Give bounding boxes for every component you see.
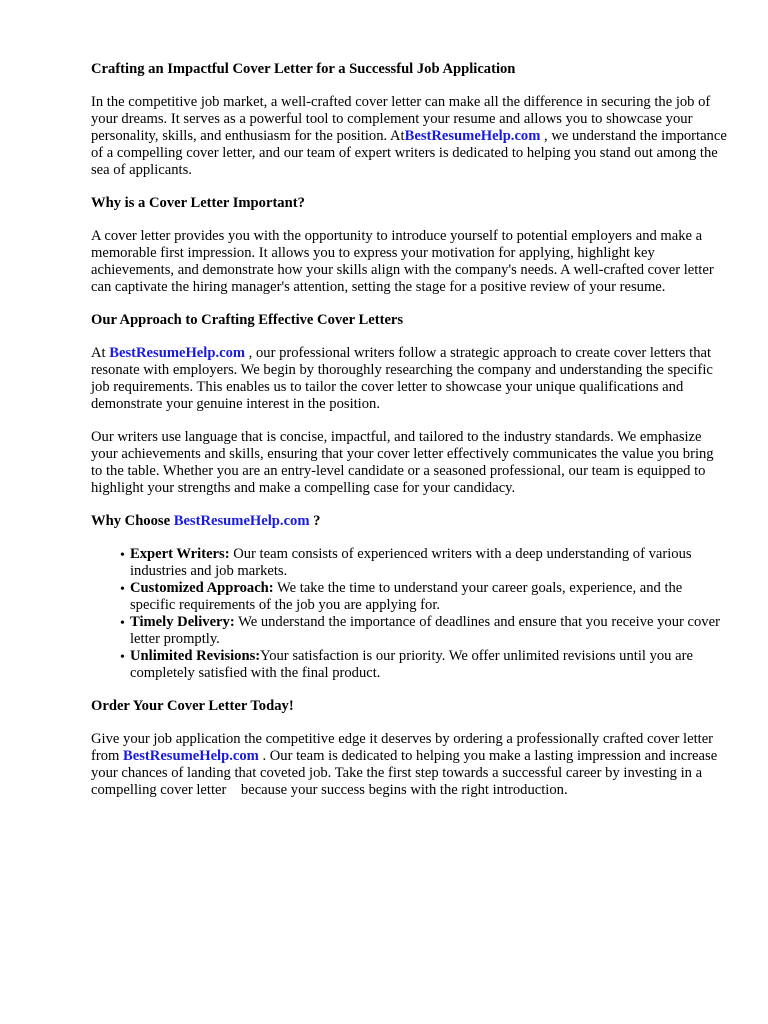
why-important-heading: Why is a Cover Letter Important? xyxy=(91,195,305,211)
approach-paragraph-2: Our writers use language that is concise, impactful, and tailored to the industry standards. We emphasize your achievements and skills, ensuring that your cover letter effectively communicates the value you bring to the table. Whether you are an entry-level candidate or a seasoned professional, our team is equipped to highlight your strengths and make a compelling case for your candidacy. xyxy=(91,429,714,496)
feature-text: Our team consists of experienced writers with a deep understanding of various industries and job markets. xyxy=(130,546,692,579)
feature-text: We take the time to understand your career goals, experience, and the specific requirements of the job you are applying for. xyxy=(130,580,683,613)
why-important-paragraph: A cover letter provides you with the opportunity to introduce yourself to potential employers and make a memorable first impression. It allows you to express your motivation for applying, highlight key achievements, and demonstrate how your skills align with the company's needs. A well-crafted cover letter can captivate the hiring manager's attention, setting the stage for a positive review of your resume. xyxy=(91,228,714,295)
why-choose-heading-suffix: ? xyxy=(309,513,321,529)
list-item xyxy=(120,648,727,682)
feature-name: Unlimited Revisions: xyxy=(130,648,261,664)
features-list xyxy=(91,546,727,682)
list-item xyxy=(120,580,727,614)
approach-paragraph-1 xyxy=(91,345,727,413)
approach-heading: Our Approach to Crafting Effective Cover Letters xyxy=(91,312,404,328)
why-choose-heading-link[interactable]: BestResumeHelp.com xyxy=(173,513,310,529)
feature-name: Customized Approach: xyxy=(130,580,274,596)
list-item xyxy=(120,546,727,580)
feature-name: Timely Delivery: xyxy=(130,614,235,630)
bullet-icon: • xyxy=(120,650,125,665)
list-item xyxy=(120,614,727,648)
feature-name: Expert Writers: xyxy=(130,546,230,562)
approach-text: At xyxy=(91,345,110,361)
order-link[interactable]: BestResumeHelp.com xyxy=(123,748,259,764)
order-text-continued: . Our team is dedicated to helping you make a lasting impression and increase your chances of landing that coveted job. Take the first step towards a successful career by investing in a compelling cover letter because your success begins with the right introduction. xyxy=(91,748,718,798)
order-paragraph xyxy=(91,731,727,799)
order-heading: Order Your Cover Letter Today! xyxy=(91,698,294,714)
bullet-icon: • xyxy=(120,582,125,597)
why-choose-heading-text: Why Choose xyxy=(91,513,174,529)
bullet-icon: • xyxy=(120,548,125,563)
why-choose-heading xyxy=(91,513,728,530)
feature-text: We understand the importance of deadlines and ensure that you receive your cover letter promptly. xyxy=(130,614,720,647)
intro-link[interactable]: BestResumeHelp.com xyxy=(404,128,541,144)
approach-link[interactable]: BestResumeHelp.com xyxy=(109,345,246,361)
feature-text: Your satisfaction is our priority. We offer unlimited revisions until you are completely satisfied with the final product. xyxy=(130,648,693,681)
approach-text-continued: , our professional writers follow a strategic approach to create cover letters that resonate with employers. We begin by thoroughly researching the company and understanding the specific job requirements. This enables us to tailor the cover letter to showcase your unique qualifications and demonstrate your genuine interest in the position. xyxy=(91,345,713,412)
intro-text-continued: , we understand the importance of a compelling cover letter, and our team of expert writers is dedicated to helping you stand out among the sea of applicants. xyxy=(91,128,727,178)
bullet-icon: • xyxy=(120,616,125,631)
document-title: Crafting an Impactful Cover Letter for a Successful Job Application xyxy=(91,61,516,77)
intro-text: In the competitive job market, a well-crafted cover letter can make all the difference in securing the job of your dreams. It serves as a powerful tool to complement your resume and allows you to showcase your personality, skills, and enthusiasm for the position. At xyxy=(91,94,711,144)
order-text: Give your job application the competitive edge it deserves by ordering a professionally crafted cover letter from xyxy=(91,731,714,764)
intro-paragraph xyxy=(91,94,727,179)
